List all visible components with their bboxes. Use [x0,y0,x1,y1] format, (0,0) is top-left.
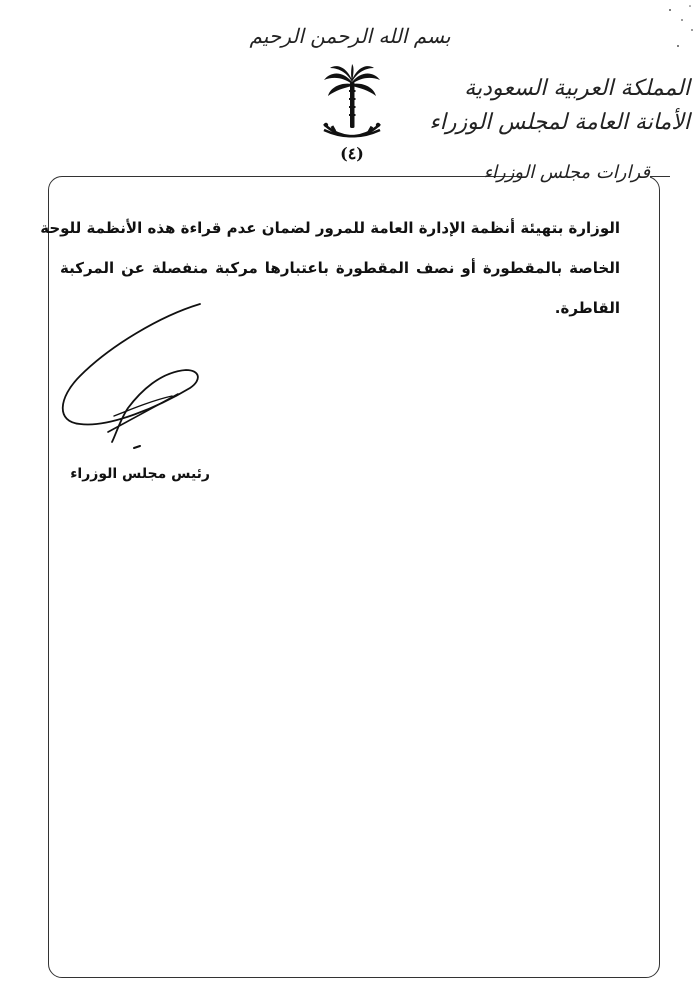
basmala: بسم الله الرحمن الرحيم [249,24,451,48]
letterhead-right [429,72,690,140]
body-line-2: الخاصة بالمقطورة أو نصف المقطورة باعتبارها مركبة منفصلة عن المركبة [60,259,620,277]
decision-label: قرارات مجلس الوزراء [520,162,650,188]
body-line-1: الوزارة بتهيئة أنظمة الإدارة العامة للمرور لضمان عدم قراءة هذه الأنظمة للوحة [40,219,620,237]
country-name: المملكة العربية السعودية [464,76,690,101]
corner-specks [640,2,696,52]
body-line-3: القاطرة. [554,299,620,317]
department-name: الأمانة العامة لمجلس الوزراء [429,110,690,135]
page-number: (٤) [340,144,364,163]
handwritten-signature [50,296,230,456]
palm-swords-emblem-icon [318,64,386,148]
signer-title: رئيس مجلس الوزراء [70,466,210,482]
